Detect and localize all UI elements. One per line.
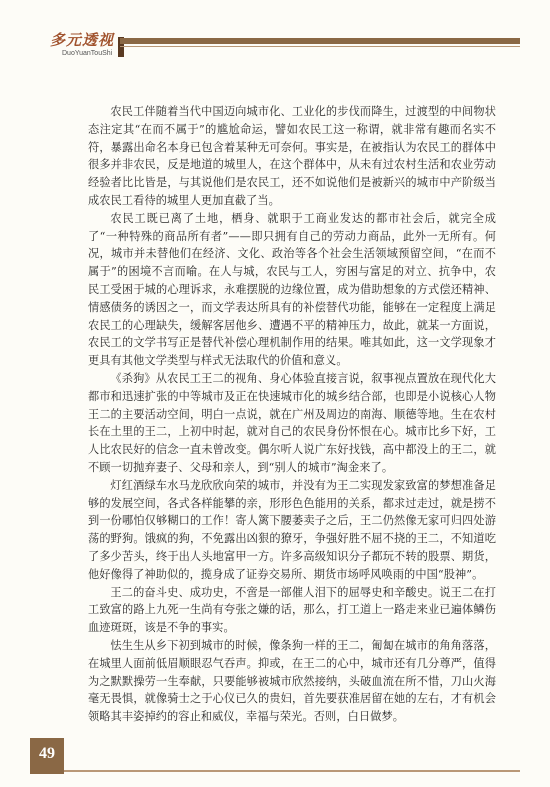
- magazine-logo: [50, 29, 130, 65]
- footer-rule: [64, 770, 520, 772]
- header-rule: [120, 38, 520, 44]
- logo-title: 多元透视: [50, 31, 115, 49]
- paragraph-2: 农民工既已离了土地，栖身、就职于工商业发达的都市社会后，就完全成了“一种特殊的商品所有者”——即只拥有自己的劳动力商品，此外一无所有。何况，城市并未替他们在经济、文化、政治等各个社会生活领域预留空间，“在而不属于”的困境不言而喻。在人与城，农民与工人，穷困与富足的对立、抗争中，农民工受困于城的心理诉求，永难摆脱的边缘位置，成为借助想象的方式偿还精神、情感债务的诱因之一，而文学表达所具有的补偿替代功能，能够在一定程度上满足农民工的心理缺失，缓解客居他乡、遭遇不平的精神压力，故此，就某一方面说，农民工的文学书写正是替代补偿心理机制作用的结果。唯其如此，这一文学现象才更具有其他文学类型与样式无法取代的价值和意义。: [88, 211, 496, 368]
- paragraph-5: 王二的奋斗史、成功史，不啻是一部催人泪下的屈辱史和辛酸史。说王二在打工致富的路上九死一生尚有夸张之嫌的话，那么，打工道上一路走来业已遍体鳞伤血迹斑斑，该是不争的事实。: [88, 585, 496, 635]
- paragraph-4: 灯红酒绿车水马龙欣欣向荣的城市，并没有为王二实现发家致富的梦想准备足够的发展空间，各式各样能攀的亲，形形色色能用的关系，都求过走过，就是捞不到一份哪怕仅够糊口的工作！寄人篱下腰萎卖子之后，王二仍然像无家可归四处游荡的野狗。饿疯的狗，不免露出凶狠的獠牙，争强好胜不屈不挠的王二，不知道吃了多少苦头，终于出人头地富甲一方。许多高级知识分子都玩不转的股票、期货，他好像得了神助似的，揽身成了证券交易所、期货市场呼风唤雨的中国“股神”。: [88, 478, 496, 581]
- paragraph-3: 《杀狗》从农民工王二的视角、身心体验直接言说，叙事视点置放在现代化大都市和迅速扩张的中等城市及正在快速城市化的城乡结合部，也即是小说核心人物王二的主要活动空间，明白一点说，就在广州及周边的南海、顺德等地。生在农村长在土里的王二，上初中时起，就对自己的农民身份怀恨在心。城市比乡下好，工人比农民好的信念一直未曾改变。偶尔听人说广东好找钱，高中都没上的王二，就不顾一切抛弃妻子、父母和亲人，到“别人的城市”淘金来了。: [88, 371, 496, 474]
- paragraph-6: 怯生生从乡下初到城市的时候，像条狗一样的王二，匍匐在城市的角角落落，在城里人面前低眉顺眼忍气吞声。抑或，在王二的心中，城市还有几分尊严，值得为之默默操劳一生奉献，只要能够被城市欣然接纳，头破血流在所不惜，刀山火海毫无畏惧，就像骑士之于心仪已久的贵妇，首先要获准居留在她的左右，才有机会领略其丰姿掉约的容止和威仪，幸福与荣光。否则，白日做梦。: [88, 638, 496, 724]
- paragraph-1: 农民工伴随着当代中国迈向城市化、工业化的步伐而降生，过渡型的中间物状态注定其“在而不属于”的尴尬命运，譬如农民工这一称谓，就非常有趣而名实不符，暴露出命名本身已包含着某种无可奈何。事实是，在被指认为农民工的群体中很多并非农民，反是地道的城里人，在这个群体中，从未有过农村生活和农业劳动经验者比比皆是，与其说他们是农民工，还不如说他们是被新兴的城市中产阶级当成农民工看待的城里人更加直截了当。: [88, 105, 496, 207]
- page-number: 49: [39, 745, 55, 762]
- header-rule-thin: [120, 46, 520, 47]
- article-body: [88, 103, 496, 726]
- page-number-badge: [30, 738, 64, 774]
- logo-subtitle: DuoYuanTouShi: [62, 50, 113, 57]
